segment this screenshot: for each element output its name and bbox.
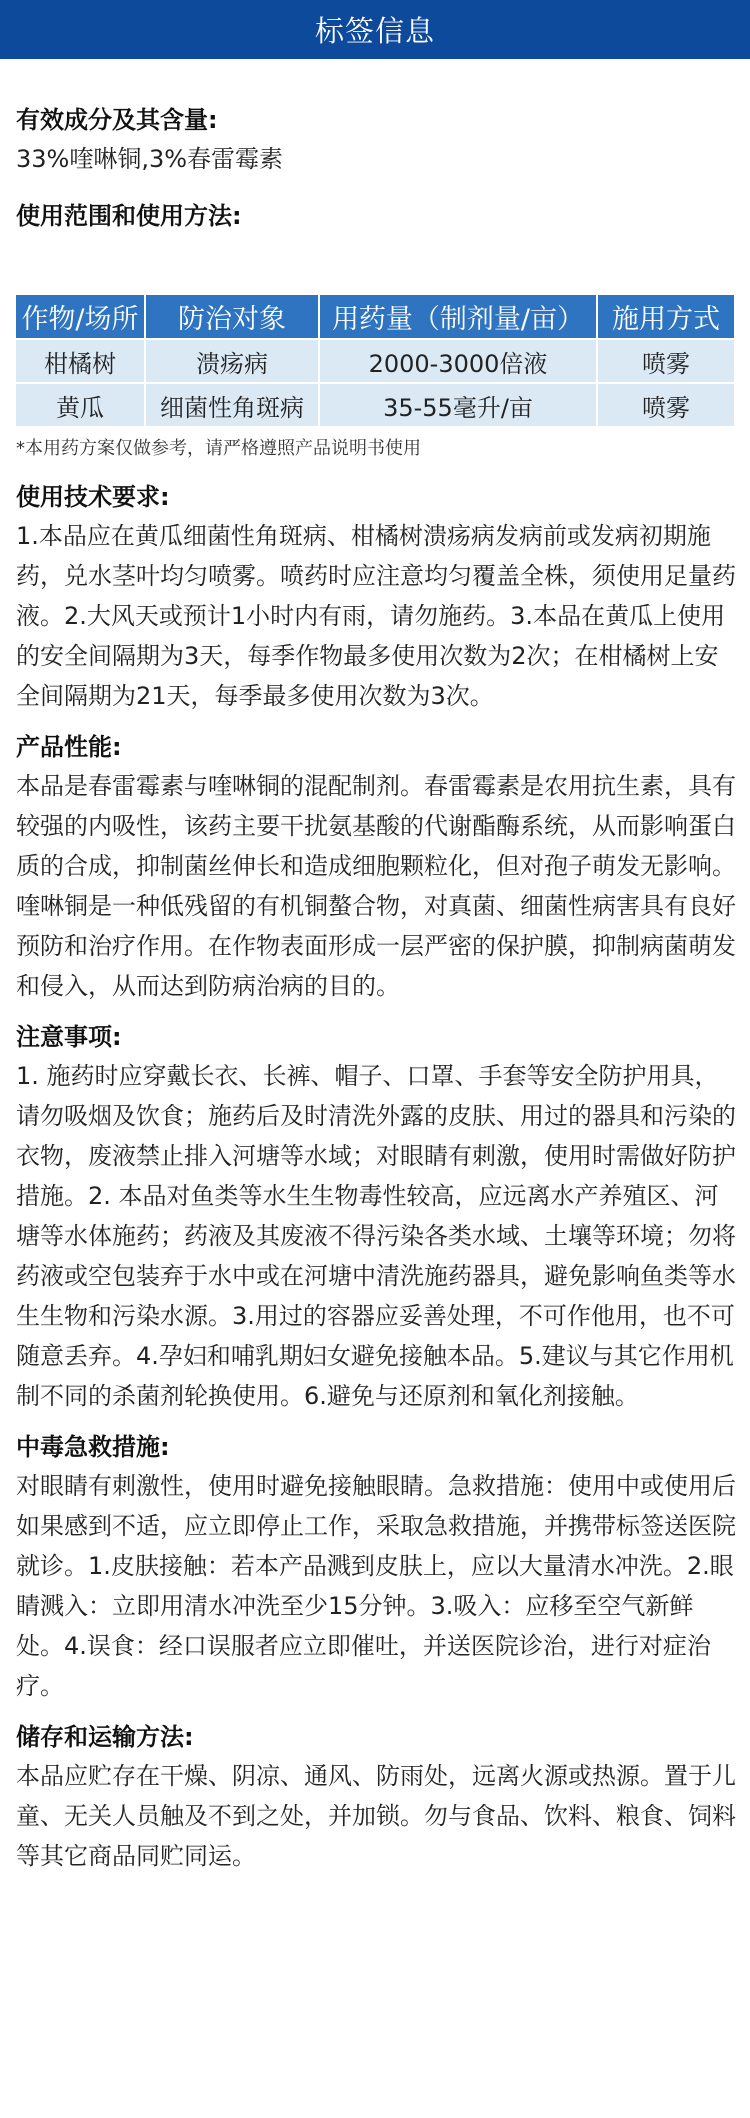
usage-note: *本用药方案仅做参考，请严格遵照产品说明书使用 <box>16 438 421 459</box>
cell-crop: 柑橘树 <box>16 340 144 382</box>
technique-section <box>16 480 736 716</box>
header-method: 施用方式 <box>598 295 734 338</box>
header-crop: 作物/场所 <box>16 295 144 338</box>
precautions-section <box>16 1020 736 1416</box>
table-row <box>16 384 734 426</box>
storage-text: 本品应贮存在干燥、阴凉、通风、防雨处，远离火源或热源。置于儿童、无关人员触及不到之处，并加锁。勿与食品、饮料、粮食、饲料等其它商品同贮同运。 <box>16 1762 736 1870</box>
precautions-text: 1. 施药时应穿戴长衣、长裤、帽子、口罩、手套等安全防护用具，请勿吸烟及饮食；施药后及时清洗外露的皮肤、用过的器具和污染的衣物，废液禁止排入河塘等水域；对眼睛有刺激，使用时需做好防护措施。2. 本品对鱼类等水生生物毒性较高，应远离水产养殖区、河塘等水体施药；药液及其废液不得污染各类水域、土壤等环境；勿将药液或空包装弃于水中或在河塘中清洗施药器具，避免影响鱼类等水生生物和污染水源。3.用过的容器应妥善处理，不可作他用，也不可随意丢弃。4.孕妇和哺乳期妇女避免接触本品。5.建议与其它作用机制不同的杀菌剂轮换使用。6.避免与还原剂和氧化剂接触。 <box>16 1062 736 1410</box>
cell-target: 细菌性角斑病 <box>146 384 318 426</box>
header-dosage: 用药量（制剂量/亩） <box>320 295 596 338</box>
page-header <box>0 0 750 59</box>
scope-title: 使用范围和使用方法: <box>16 202 242 230</box>
performance-section <box>16 730 736 1006</box>
usage-table <box>14 293 736 428</box>
header-target: 防治对象 <box>146 295 318 338</box>
cell-method: 喷雾 <box>598 384 734 426</box>
ingredients-text: 33%喹啉铜,3%春雷霉素 <box>16 145 284 173</box>
ingredients-title: 有效成分及其含量: <box>16 106 218 134</box>
first-aid-title: 中毒急救措施: <box>16 1433 170 1461</box>
storage-title: 储存和运输方法: <box>16 1723 194 1751</box>
page-title: 标签信息 <box>314 14 435 48</box>
cell-dosage: 35-55毫升/亩 <box>320 384 596 426</box>
table-row <box>16 340 734 382</box>
cell-target: 溃疡病 <box>146 340 318 382</box>
usage-table-header-row <box>16 295 734 338</box>
storage-section <box>16 1720 736 1876</box>
performance-text: 本品是春雷霉素与喹啉铜的混配制剂。春雷霉素是农用抗生素，具有较强的内吸性，该药主要干扰氨基酸的代谢酯酶系统，从而影响蛋白质的合成，抑制菌丝伸长和造成细胞颗粒化，但对孢子萌发无影响。喹啉铜是一种低残留的有机铜螯合物，对真菌、细菌性病害具有良好预防和治疗作用。在作物表面形成一层严密的保护膜，抑制病菌萌发和侵入，从而达到防病治病的目的。 <box>16 772 736 1000</box>
label-content <box>0 103 750 1876</box>
cell-method: 喷雾 <box>598 340 734 382</box>
cell-crop: 黄瓜 <box>16 384 144 426</box>
cell-dosage: 2000-3000倍液 <box>320 340 596 382</box>
first-aid-text: 对眼睛有刺激性，使用时避免接触眼睛。急救措施：使用中或使用后如果感到不适，应立即停止工作，采取急救措施，并携带标签送医院就诊。1.皮肤接触：若本产品溅到皮肤上，应以大量清水冲洗。2.眼睛溅入：立即用清水冲洗至少15分钟。3.吸入：应移至空气新鲜处。4.误食：经口误服者应立即催吐，并送医院诊治，进行对症治疗。 <box>16 1472 736 1700</box>
first-aid-section <box>16 1430 736 1706</box>
ingredients-section <box>16 103 736 177</box>
scope-section <box>16 199 736 233</box>
technique-text: 1.本品应在黄瓜细菌性角斑病、柑橘树溃疡病发病前或发病初期施药，兑水茎叶均匀喷雾。喷药时应注意均匀覆盖全株，须使用足量药液。2.大风天或预计1小时内有雨，请勿施药。3.本品在黄瓜上使用的安全间隔期为3天，每季作物最多使用次数为2次；在柑橘树上安全间隔期为21天，每季最多使用次数为3次。 <box>16 522 736 710</box>
performance-title: 产品性能: <box>16 733 122 761</box>
technique-title: 使用技术要求: <box>16 483 170 511</box>
precautions-title: 注意事项: <box>16 1023 122 1051</box>
